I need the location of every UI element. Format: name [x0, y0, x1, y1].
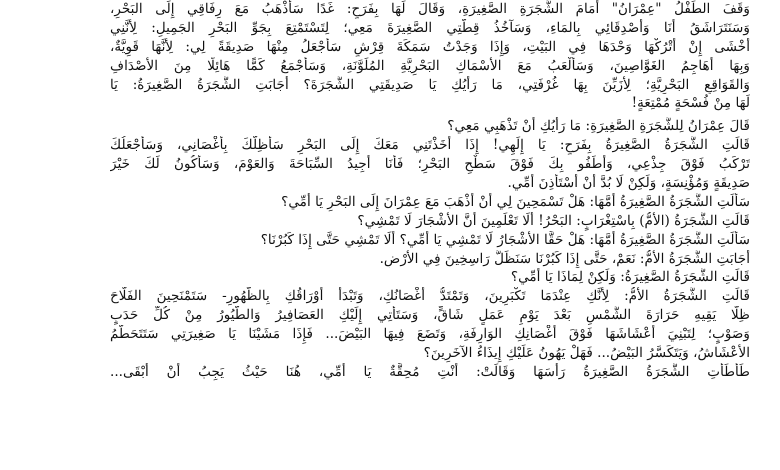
text-line-3: أَخْشَى إِنْ أَتْرُكْهَا وَحْدَهَا فِي البَيْتِ، وَإِذَا وَجَدْتُ سَمَكَةَ قِرْشٍ سَأَجْعَلُ مِنْهَا صَدِيقَةً لِي: لِأَنَّهَا قَوِيَّةٌ، [110, 38, 750, 55]
text-line-10: صَدِيقَةٍ وَمُؤْنِسَةٍ، وَلَكِنْ لَا بُدَّ أَنْ أَسْتَأْذِنَ أُمِّي. [507, 175, 750, 192]
text-line-17: ظِلًّا يَقِيهِ حَرَارَةَ الشَّمْسِ بَعْدَ يَوْمِ عَمَلٍ شَاقٍّ، وَسَتَأْتِي إِلَيْكِ العَصَافِيرُ وَالطُّيُورُ مِنْ كُلِّ حَدَبٍ [110, 307, 750, 324]
text-line-16: قَالَتِ الشَّجَرَةُ الأُمُّ: لِأَنَّكِ عِنْدَمَا تَكْبَرِينَ، وَتَمْتَدُّ أَغْصَانُكِ، وَتَبْدَأُ أَوْرَاقُكِ بِالظُّهُورِ- سَتَمْنَحِينَ الفَلَّاحَ [110, 288, 750, 305]
text-line-18: وَصَوْبٍ؛ لِتَبْنِيَ أَعْشَاشَهَا فَوْقَ أَغْصَانِكِ الوَارِفَةِ، وَتَضَعَ فِيهَا البَيْضَ... فَإِذَا مَشَيْنَا يَا صَغِيرَتِي سَتَتَحَطَّمُ [110, 326, 750, 343]
text-line-13: سَأَلَتِ الشَّجَرَةُ الصَّغِيرَةُ أُمَّهَا: هَلْ حَقًّا الأَشْجَارُ لَا تَمْشِي يَا أُمِّي؟ أَلَا تَمْشِي حَتَّى إِذَا كَبُرْنَا؟ [260, 231, 750, 248]
text-line-15: قَالَتِ الشَّجَرَةُ الصَّغِيرَةُ: وَلَكِنْ لِمَاذَا يَا أُمِّي؟ [510, 269, 750, 286]
text-line-7: قَالَ عِمْرَانُ لِلشَّجَرَةِ الصَّغِيرَةِ: مَا رَأْيُكِ أَنْ تَذْهَبِي مَعِي؟ [447, 118, 750, 135]
text-line-1: وَقَفَ الطِّفْلُ "عِمْرَانُ" أَمَامَ الشَّجَرَةِ الصَّغِيرَةِ، وَقَالَ لَهَا بِفَرَحٍ: غَدًا سَأَذْهَبُ مَعَ رِفَاقِي إِلَى البَحْرِ، [110, 1, 750, 17]
story-page [110, 0, 750, 470]
text-line-14: أَجَابَتِ الشَّجَرَةُ الأُمُّ: نَعَمْ، حَتَّى إِذَا كَبُرْنَا سَنَظَلُّ رَاسِخِينَ فِي الأَرْضِ. [379, 250, 750, 267]
text-line-12: قَالَتِ الشَّجَرَةُ (الأُمُّ) بِاسْتِغْرَابٍ: البَحْرُ! أَلَا تَعْلَمِينَ أَنَّ الأَشْجَارَ لَا تَمْشِي؟ [357, 212, 750, 229]
text-line-8: قَالَتِ الشَّجَرَةُ الصَّغِيرَةُ بِفَرَحٍ: يَا إِلَهِي! إِذَا أَخَذْتَنِي مَعَكَ إِلَى البَحْرِ سَأُظِلُّكَ بِأَغْصَانِي، وَسَأَجْعَلُكَ [110, 137, 750, 154]
text-line-9: تَرْكَبُ فَوْقَ جِذْعِي، وَأُطَفُو بِكَ فَوْقَ سَطْحِ البَحْرِ؛ فَأَنَا أُجِيدُ السِّبَاحَةَ وَالعَوْمَ، وَسَأَكُونُ لَكَ خَيْرَ [110, 156, 750, 173]
text-line-2: وَسَنَتَرَاشَقُ أَنَا وَأَصْدِقَائِي بِالمَاءِ، وَسَآخُذُ قِطَّتِي الصَّغِيرَةَ مَعِي؛ لِتَسْتَمْتِعَ بِجَوِّ البَحْرِ الجَمِيلِ: لِأَنَّنِي [110, 19, 750, 36]
text-line-11: سَأَلَتِ الشَّجَرَةُ الصَّغِيرَةُ أُمَّهَا: هَلْ تَسْمَحِينَ لِي أَنْ أَذْهَبَ مَعَ عِمْرَانَ إِلَى البَحْرِ يَا أُمِّي؟ [281, 193, 750, 210]
text-line-19: الأَعْشَاشُ، وَيَتَكَسَّرُ البَيْضُ... فَهَلْ يَهُونُ عَلَيْكِ إِيذَاءُ الآخَرِينَ؟ [423, 345, 750, 362]
text-line-5: وَالقَوَاقِعِ البَحْرِيَّةِ؛ لِأُزَيِّنَ بِهَا غُرْفَتِي، مَا رَأْيُكِ يَا صَدِيقَتِي الشَّجَرَةَ؟ أَجَابَتِ الشَّجَرَةُ الصَّغِيرَةُ: يَا [110, 76, 750, 93]
text-line-6: لَهَا مِنْ فُسْحَةٍ مُمْتِعَةٍ! [631, 95, 750, 112]
text-line-20: طَأْطَأَتِ الشَّجَرَةُ الصَّغِيرَةُ رَأْسَهَا وَقَالَتْ: أَنْتِ مُحِقَّةٌ يَا أُمِّي، هُنَا حَيْثُ يَجِبُ أَنْ أَبْقَى... [110, 363, 750, 380]
text-line-4: وَبِهَا أُهَاجِمُ الغَوَّاصِينَ، وَسَأَلْعَبُ مَعَ الأَسْمَاكِ البَحْرِيَّةِ المُلَوَّنَةِ، وَسَأَجْمَعُ كَمًّا هَائِلًا مِنَ الأَصْدَافِ [110, 57, 750, 74]
